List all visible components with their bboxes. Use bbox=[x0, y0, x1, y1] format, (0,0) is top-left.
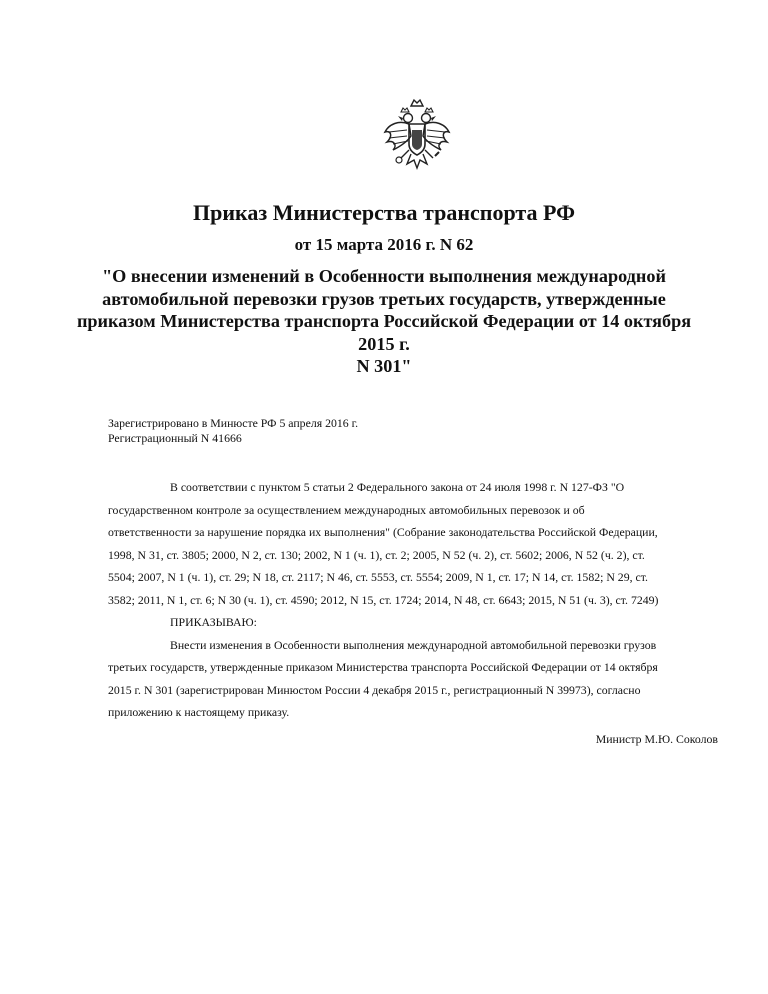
order-line: третьих государств, утвержденные приказом Министерства транспорта Российской Федерации от 14 октября bbox=[108, 660, 658, 674]
subject-line: "О внесении изменений в Особенности выполнения международной bbox=[102, 266, 666, 286]
preamble-line: государственном контроле за осуществлением международных автомобильных перевозок и об bbox=[108, 502, 585, 517]
preamble-line: 5504; 2007, N 1 (ч. 1), ст. 29; N 18, ст. 2117; N 46, ст. 5553, ст. 5554; 2009, N 1, ст. 17; N 14, ст. 1582; N 29, ст. bbox=[108, 570, 648, 584]
registration-info bbox=[108, 416, 358, 445]
document-date-number: от 15 марта 2016 г. N 62 bbox=[294, 235, 474, 254]
order-line: приложению к настоящему приказу. bbox=[108, 705, 290, 719]
subject-line: N 301" bbox=[356, 356, 412, 376]
preamble-line: 1998, N 31, ст. 3805; 2000, N 2, ст. 130; 2002, N 1 (ч. 1), ст. 2; 2005, N 52 (ч. 2), ст. 5602; 2006, N 52 (ч. 2), ст. bbox=[108, 547, 645, 562]
russian-coat-of-arms-icon bbox=[381, 98, 453, 174]
registration-line: Зарегистрировано в Минюсте РФ 5 апреля 2016 г. bbox=[108, 416, 359, 430]
order-line: 2015 г. N 301 (зарегистрирован Минюстом России 4 декабря 2015 г., регистрационный N 39973), согласно bbox=[108, 682, 641, 697]
subject-line: 2015 г. bbox=[358, 333, 410, 354]
preamble-line: В соответствии с пунктом 5 статьи 2 Федерального закона от 24 июля 1998 г. N 127-ФЗ "О bbox=[170, 480, 625, 494]
order-word: ПРИКАЗЫВАЮ: bbox=[170, 615, 257, 629]
subject-line: приказом Министерства транспорта Российской Федерации от 14 октября bbox=[76, 311, 692, 331]
preamble-line: ответственности за нарушение порядка их выполнения" (Собрание законодательства Российской Федерации, bbox=[108, 525, 658, 539]
registration-line: Регистрационный N 41666 bbox=[108, 430, 242, 445]
order-line: Внести изменения в Особенности выполнения международной автомобильной перевозки грузов bbox=[170, 637, 657, 652]
document-subject bbox=[0, 265, 768, 378]
document-title: Приказ Министерства транспорта РФ bbox=[193, 200, 575, 225]
subject-line: автомобильной перевозки грузов третьих государств, утвержденные bbox=[102, 288, 666, 309]
signature: Министр М.Ю. Соколов bbox=[595, 732, 718, 746]
preamble-line: 3582; 2011, N 1, ст. 6; N 30 (ч. 1), ст. 4590; 2012, N 15, ст. 1724; 2014, N 48, ст. 6643; 2015, N 51 (ч. 3), ст. 7249) bbox=[108, 592, 659, 607]
document-body bbox=[108, 476, 720, 724]
